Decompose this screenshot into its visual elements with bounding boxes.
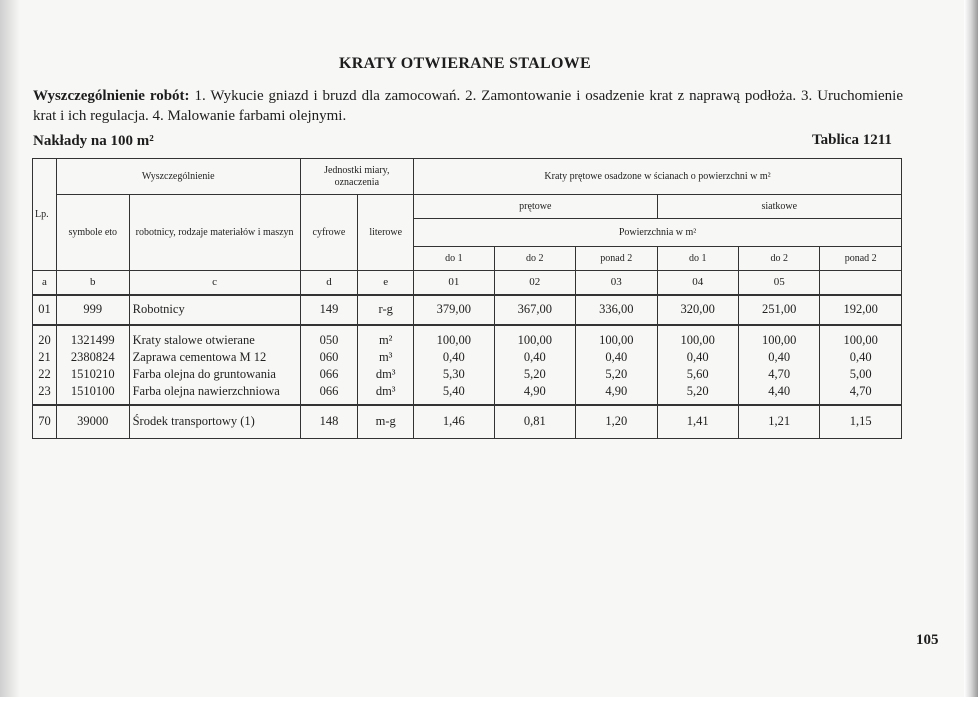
norms-table <box>32 158 902 439</box>
letter-a: a <box>33 271 57 295</box>
cell-line: Farba olejna do gruntowania <box>132 366 276 381</box>
materials-col-3 <box>576 325 657 405</box>
letter-d: d <box>300 271 358 295</box>
row-value: 1,15 <box>820 405 902 439</box>
header-col-3: ponad 2 <box>576 247 657 271</box>
letter-02: 02 <box>494 271 575 295</box>
cell-line: 21 <box>38 349 51 364</box>
materials-literowe <box>358 325 414 405</box>
row-value: 379,00 <box>414 295 494 325</box>
materials-name <box>129 325 300 405</box>
page-right-edge <box>964 0 978 701</box>
cell-line: 100,00 <box>762 332 797 347</box>
header-col-4: do 1 <box>657 247 738 271</box>
cell-line: Kraty stalowe otwierane <box>132 332 255 347</box>
header-lp: Lp. <box>33 159 57 271</box>
materials-lp <box>33 325 57 405</box>
cell-line: 20 <box>38 332 51 347</box>
header-robotnicy: robotnicy, rodzaje materiałów i maszyn <box>129 195 300 271</box>
cell-line: 0,40 <box>686 349 709 364</box>
row-value: 1,41 <box>657 405 738 439</box>
row-value: 367,00 <box>494 295 575 325</box>
table-row <box>33 325 902 405</box>
row-value: 1,21 <box>738 405 819 439</box>
row-symbol: 999 <box>56 295 129 325</box>
page-number: 105 <box>916 632 939 648</box>
letter-05: 05 <box>738 271 819 295</box>
cell-line: 5,00 <box>849 366 872 381</box>
cell-line: 5,60 <box>686 366 709 381</box>
row-literowe: r-g <box>358 295 414 325</box>
cell-line: 5,20 <box>523 366 546 381</box>
row-cyfrowe: 149 <box>300 295 358 325</box>
cell-line: dm³ <box>375 383 396 398</box>
page-title: KRATY OTWIERANE STALOWE <box>339 55 591 72</box>
table-row <box>33 405 902 439</box>
cell-line: 4,40 <box>768 383 791 398</box>
row-value: 192,00 <box>820 295 902 325</box>
header-literowe: literowe <box>358 195 414 271</box>
cell-line: 0,40 <box>768 349 791 364</box>
header-pretowe: prętowe <box>414 195 657 219</box>
cell-line: 23 <box>38 383 51 398</box>
row-value: 0,81 <box>494 405 575 439</box>
cell-line: 0,40 <box>442 349 465 364</box>
materials-col-1 <box>414 325 494 405</box>
materials-col-6 <box>820 325 902 405</box>
header-col-1: do 1 <box>414 247 494 271</box>
table-row <box>33 295 902 325</box>
letter-03: 03 <box>576 271 657 295</box>
cell-line: 2380824 <box>70 349 115 364</box>
cell-line: 5,20 <box>605 366 628 381</box>
header-wyszczegolnienie: Wyszczególnienie <box>56 159 300 195</box>
cell-line: 066 <box>319 383 339 398</box>
header-siatkowe: siatkowe <box>657 195 902 219</box>
materials-cyfrowe <box>300 325 358 405</box>
work-description <box>33 86 903 126</box>
header-powierzchnia: Powierzchnia w m² <box>414 219 902 247</box>
page-left-shadow <box>0 0 20 697</box>
row-value: 336,00 <box>576 295 657 325</box>
cell-line: 066 <box>319 366 339 381</box>
header-col-2: do 2 <box>494 247 575 271</box>
naklady-heading: Nakłady na 100 m² <box>33 133 154 149</box>
cell-line: 1510210 <box>70 366 115 381</box>
row-lp: 70 <box>33 405 57 439</box>
cell-line: 060 <box>319 349 339 364</box>
cell-line: Zaprawa cementowa M 12 <box>132 349 267 364</box>
row-value: 251,00 <box>738 295 819 325</box>
header-cyfrowe: cyfrowe <box>300 195 358 271</box>
cell-line: 5,40 <box>442 383 465 398</box>
row-lp: 01 <box>33 295 57 325</box>
header-col-6: ponad 2 <box>820 247 902 271</box>
cell-line: 100,00 <box>517 332 552 347</box>
materials-symbol <box>56 325 129 405</box>
row-literowe: m-g <box>358 405 414 439</box>
cell-line: 5,30 <box>442 366 465 381</box>
cell-line: 100,00 <box>680 332 715 347</box>
header-col-5: do 2 <box>738 247 819 271</box>
letter-01: 01 <box>414 271 494 295</box>
cell-line: Farba olejna nawierzchniowa <box>132 383 280 398</box>
cell-line: 5,20 <box>686 383 709 398</box>
page-bottom-edge <box>0 697 978 701</box>
cell-line: dm³ <box>375 366 396 381</box>
cell-line: 4,70 <box>849 383 872 398</box>
materials-col-4 <box>657 325 738 405</box>
cell-line: 4,90 <box>523 383 546 398</box>
cell-line: 050 <box>319 332 339 347</box>
materials-col-2 <box>494 325 575 405</box>
header-symbole: symbole eto <box>56 195 129 271</box>
cell-line: 0,40 <box>523 349 546 364</box>
description-text: 1. Wykucie gniazd i bruzd dla zamocowań. 2. Zamontowanie i osadzenie krat z naprawą podłoża. 3. Uruchomienie krat i ich regulacja. 4. Malowanie farbami olejnymi. <box>33 88 903 124</box>
row-name: Robotnicy <box>129 295 300 325</box>
cell-line: 22 <box>38 366 51 381</box>
table-number: Tablica 1211 <box>812 132 892 148</box>
header-kraty: Kraty prętowe osadzone w ścianach o powierzchni w m² <box>414 159 902 195</box>
row-value: 320,00 <box>657 295 738 325</box>
cell-line: 4,90 <box>605 383 628 398</box>
row-name: Środek transportowy (1) <box>129 405 300 439</box>
cell-line: m² <box>378 332 393 347</box>
letter-06 <box>820 271 902 295</box>
letter-e: e <box>358 271 414 295</box>
cell-line: 100,00 <box>843 332 878 347</box>
cell-line: 1510100 <box>70 383 115 398</box>
row-cyfrowe: 148 <box>300 405 358 439</box>
row-value: 1,20 <box>576 405 657 439</box>
letter-b: b <box>56 271 129 295</box>
header-jednostki: Jednostki miary, oznaczenia <box>300 159 414 195</box>
cell-line: m³ <box>378 349 393 364</box>
cell-line: 0,40 <box>849 349 872 364</box>
row-value: 1,46 <box>414 405 494 439</box>
letter-c: c <box>129 271 300 295</box>
materials-col-5 <box>738 325 819 405</box>
cell-line: 0,40 <box>605 349 628 364</box>
cell-line: 4,70 <box>768 366 791 381</box>
cell-line: 100,00 <box>436 332 471 347</box>
letter-04: 04 <box>657 271 738 295</box>
cell-line: 1321499 <box>70 332 115 347</box>
description-label: Wyszczególnienie robót: <box>33 88 190 104</box>
cell-line: 100,00 <box>599 332 634 347</box>
row-symbol: 39000 <box>56 405 129 439</box>
